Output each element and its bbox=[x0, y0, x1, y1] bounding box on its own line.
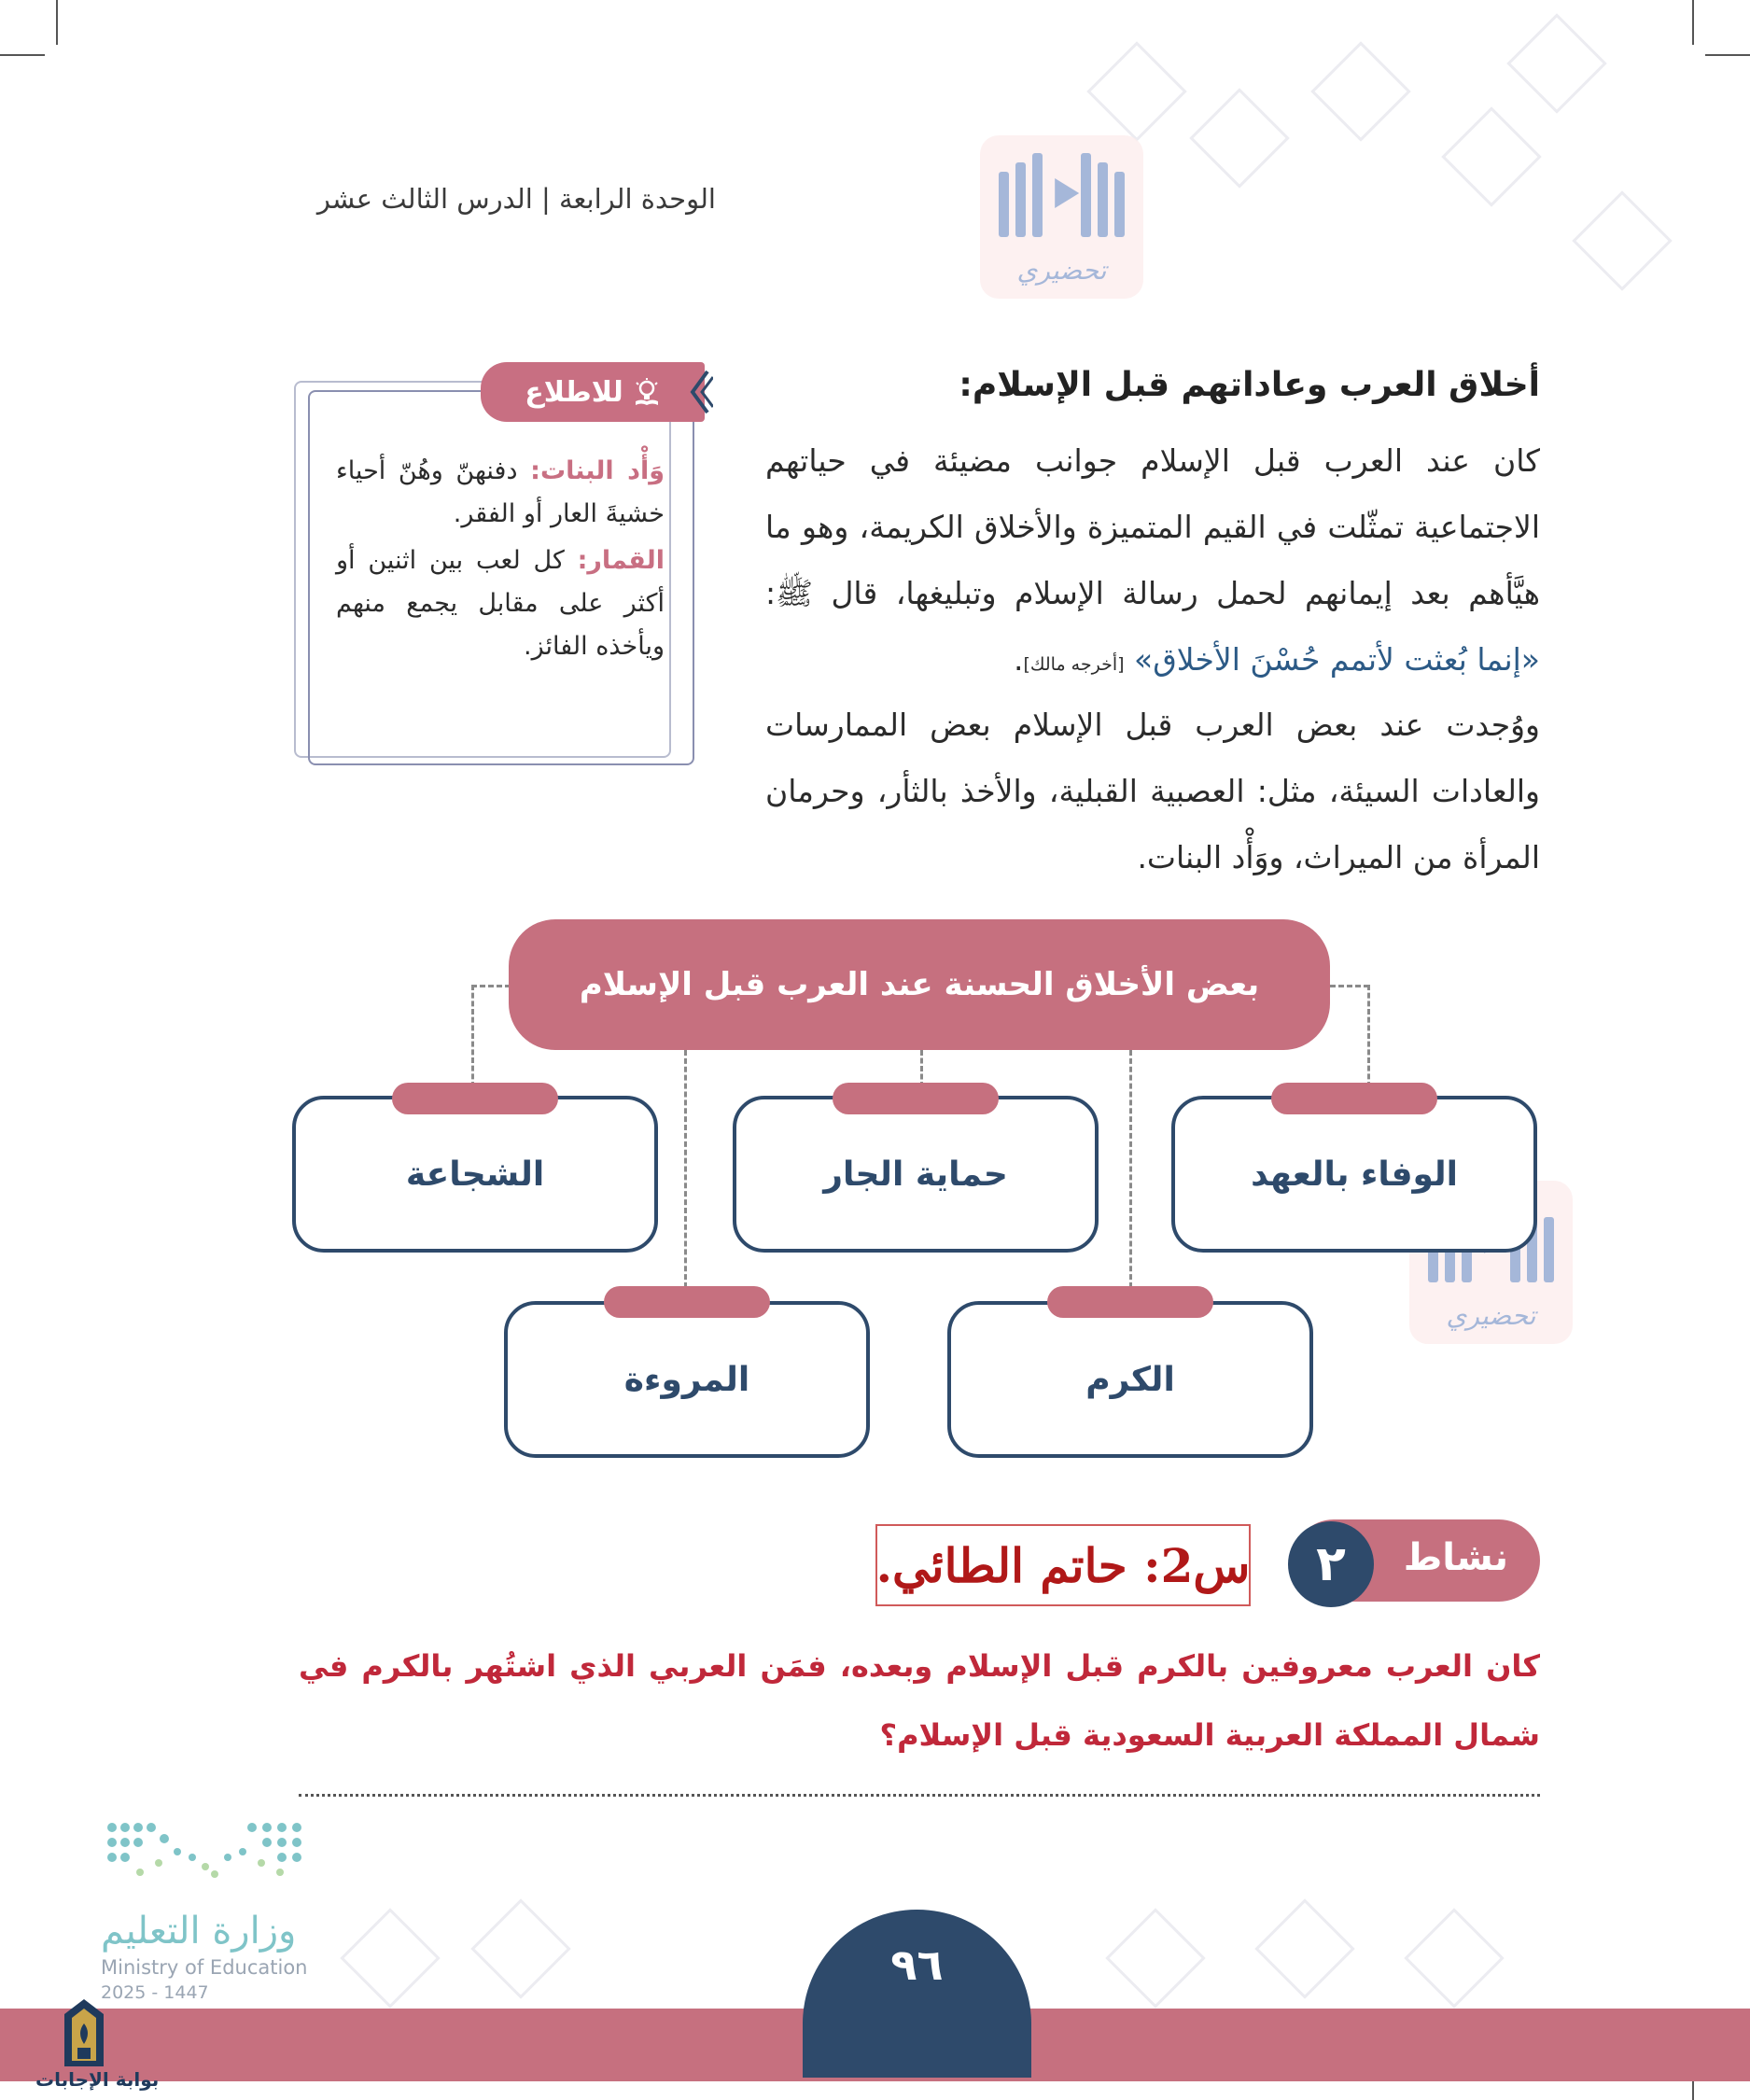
info-definitions bbox=[336, 450, 665, 668]
node-tab bbox=[604, 1286, 770, 1318]
connector-line bbox=[920, 1050, 923, 1087]
crop-mark bbox=[1692, 0, 1694, 45]
diagram-node: الشجاعة bbox=[292, 1096, 658, 1253]
info-tab-label: للاطلاع bbox=[525, 375, 623, 409]
bg-diamond bbox=[1441, 106, 1541, 206]
bg-diamond bbox=[1086, 41, 1186, 141]
connector-line bbox=[1367, 985, 1370, 1087]
diagram-node: المروءة bbox=[504, 1301, 870, 1458]
diagram-title: بعض الأخلاق الحسنة عند العرب قبل الإسلام bbox=[509, 919, 1330, 1050]
bad-habits-paragraph: ووُجدت عند بعض العرب قبل الإسلام بعض الممارسات والعادات السيئة، مثل: العصبية القبلية، والأخذ بالثأر، وحرمان المرأة من الميراث، ووَأْد البنات. bbox=[765, 707, 1540, 875]
definition-text: دفنهنّ وهُنّ أحياء خشيةَ العار أو الفقر. bbox=[336, 456, 665, 528]
watermark-text: تحضيري bbox=[1446, 1300, 1536, 1331]
intro-paragraph-text: كان عند العرب قبل الإسلام جوانب مضيئة في حياتهم الاجتماعية تمثّلت في القيم المتميزة والأخلاق الكريمة، وهو ما هيَّأهم بعد إيمانهم لحمل رسالة الإسلام وتبليغها، قال ﷺ: bbox=[765, 442, 1540, 611]
answer-text: س2: حاتم الطائي. bbox=[875, 1537, 1251, 1593]
definition-item bbox=[336, 539, 665, 668]
connector-line bbox=[684, 1050, 687, 1288]
connector-line bbox=[471, 985, 511, 987]
diagram-node: الكرم bbox=[947, 1301, 1313, 1458]
bg-diamond bbox=[1506, 13, 1606, 113]
connector-line bbox=[1330, 985, 1369, 987]
bg-diamond bbox=[470, 1898, 570, 1998]
ministry-name-arabic: وزارة التعليم bbox=[101, 1910, 297, 1953]
bg-diamond bbox=[1105, 1908, 1205, 2008]
info-tab bbox=[481, 362, 705, 422]
watermark-logo bbox=[980, 135, 1143, 299]
page-number-tab bbox=[803, 1910, 1031, 2078]
ministry-name-english: Ministry of Education bbox=[101, 1956, 308, 1979]
node-tab bbox=[1047, 1286, 1213, 1318]
activity-label: نشاط bbox=[1403, 1536, 1508, 1579]
answers-gate-icon bbox=[51, 1995, 117, 2070]
node-tab bbox=[1271, 1083, 1437, 1114]
lightbulb-book-icon bbox=[633, 377, 661, 407]
activity-number: ٢ bbox=[1288, 1521, 1374, 1607]
bg-diamond bbox=[1404, 1908, 1504, 2008]
bg-diamond bbox=[1310, 41, 1410, 141]
edition-year: 2025 - 1447 bbox=[101, 1982, 209, 2003]
node-tab bbox=[833, 1083, 999, 1114]
definition-text: كل لعب بين اثنين أو أكثر على مقابل يجمع منهم ويأخذه الفائز. bbox=[336, 546, 665, 661]
bg-diamond bbox=[340, 1908, 440, 2008]
unit-lesson-breadcrumb: الوحدة الرابعة | الدرس الثالث عشر bbox=[316, 183, 716, 215]
definition-term: القمار: bbox=[577, 546, 665, 575]
chevron-left-icon bbox=[689, 368, 713, 416]
activity-question: كان العرب معروفين بالكرم قبل الإسلام وبعده، فمَن العربي الذي اشتُهر بالكرم في شمال المملكة العربية السعودية قبل الإسلام؟ bbox=[299, 1648, 1540, 1753]
crop-mark bbox=[1705, 54, 1750, 56]
connector-line bbox=[471, 985, 474, 1087]
intro-paragraph: كان عند العرب قبل الإسلام جوانب مضيئة في حياتهم الاجتماعية تمثّلت في القيم المتميزة والأخلاق الكريمة، وهو ما هيَّأهم بعد إيمانهم لحمل رسالة الإسلام وتبليغها، قال ﷺ: «إنما بُعثت لأتمم حُسْنَ الأخلاق» [أخرجه مالك]. bbox=[765, 442, 1540, 678]
answer-line bbox=[299, 1794, 1540, 1797]
definition-term: وَأْد البنات: bbox=[530, 456, 665, 485]
bg-diamond bbox=[1572, 190, 1672, 290]
bg-diamond bbox=[1189, 88, 1289, 188]
node-tab bbox=[392, 1083, 558, 1114]
diagram-node: حماية الجار bbox=[733, 1096, 1099, 1253]
hadith-quote: «إنما بُعثت لأتمم حُسْنَ الأخلاق» bbox=[1134, 641, 1540, 678]
page-number: ٩٦ bbox=[890, 1939, 944, 1990]
connector-line bbox=[1129, 1050, 1132, 1288]
watermark-text: تحضيري bbox=[1016, 255, 1107, 286]
definition-item bbox=[336, 450, 665, 536]
diagram-node: الوفاء بالعهد bbox=[1171, 1096, 1537, 1253]
crop-mark bbox=[0, 54, 45, 56]
play-icon bbox=[1055, 178, 1079, 208]
hadith-reference: [أخرجه مالك] bbox=[1023, 654, 1125, 675]
section-title: أخلاق العرب وعاداتهم قبل الإسلام: bbox=[959, 366, 1540, 404]
answers-gate-label: بوابة الإجابات bbox=[35, 2068, 160, 2091]
bg-diamond bbox=[1254, 1898, 1354, 1998]
crop-mark bbox=[56, 0, 58, 45]
ministry-dots-logo bbox=[103, 1820, 317, 1895]
